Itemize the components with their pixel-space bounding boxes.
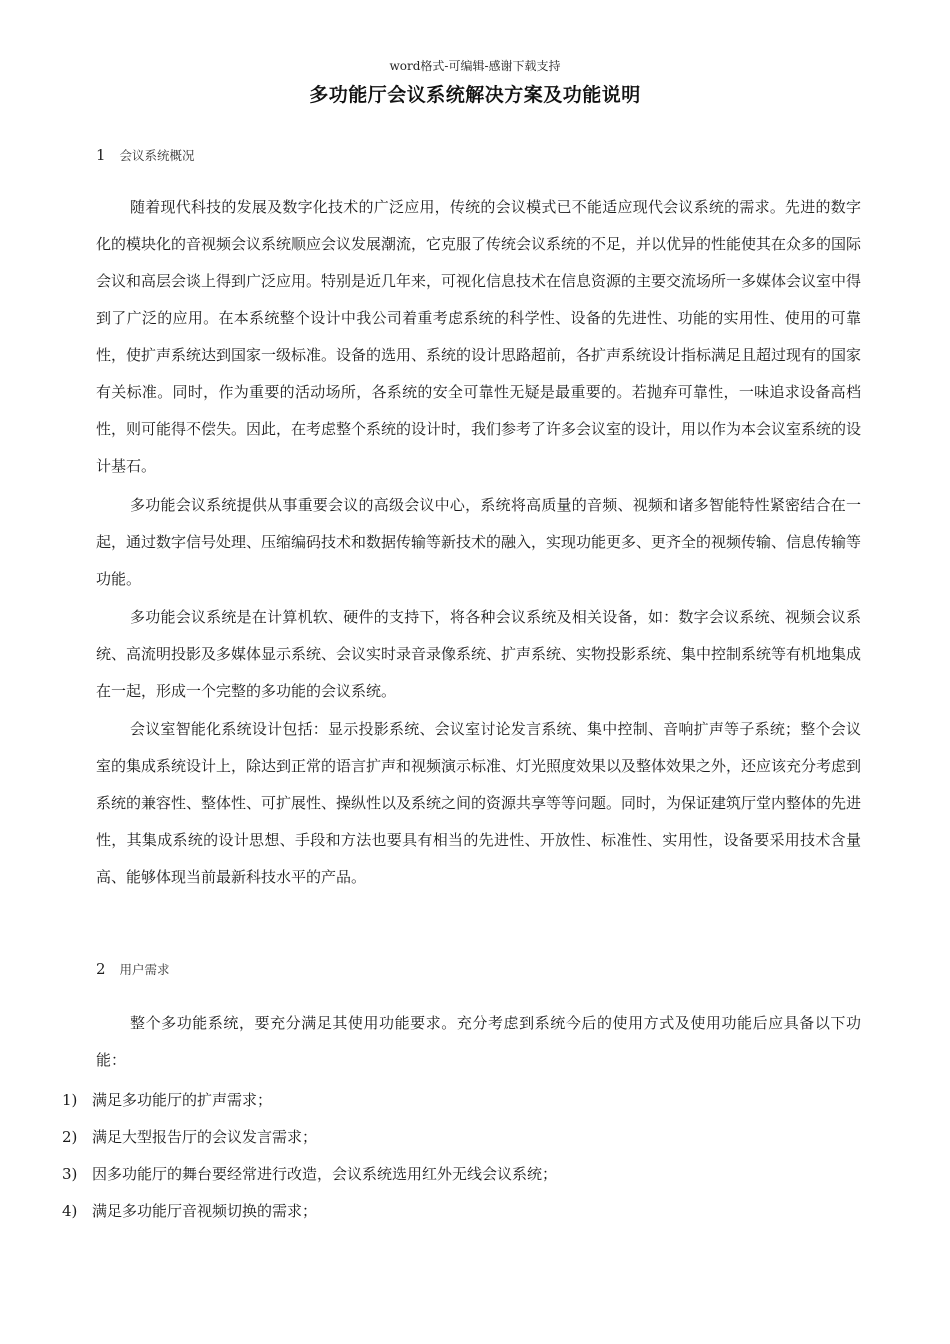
paragraph: 多功能会议系统是在计算机软、硬件的支持下，将各种会议系统及相关设备，如：数字会议系统、视频会议系统、高流明投影及多媒体显示系统、会议实时录音录像系统、扩声系统、实物投影系统、集中控制系统等有机地集成在一起，形成一个完整的多功能的会议系统。 xyxy=(96,608,862,700)
paragraph: 随着现代科技的发展及数字化技术的广泛应用，传统的会议模式已不能适应现代会议系统的需求。先进的数字化的模块化的音视频会议系统顺应会议发展潮流，它克服了传统会议系统的不足，并以优异的性能使其在众多的国际会议和高层会谈上得到广泛应用。特别是近几年来，可视化信息技术在信息资源的主要交流场所一多媒体会议室中得到了广泛的应用。在本系统整个设计中我公司着重考虑系统的科学性、设备的先进性、功能的实用性、使用的可靠性，使扩声系统达到国家一级标准。设备的选用、系统的设计思路超前，各扩声系统设计指标满足且超过现有的国家有关标准。同时，作为重要的活动场所，各系统的安全可靠性无疑是最重要的。若抛弃可靠性，一味追求设备高档性，则可能得不偿失。因此，在考虑整个系统的设计时，我们参考了许多会议室的设计，用以作为本会议室系统的设计基石。 xyxy=(96,198,862,475)
section-number: 1 xyxy=(96,146,106,164)
list-item xyxy=(62,1193,557,1230)
document-title: 多功能厅会议系统解决方案及功能说明 xyxy=(309,84,641,106)
paragraph: 会议室智能化系统设计包括：显示投影系统、会议室讨论发言系统、集中控制、音响扩声等子系统；整个会议室的集成系统设计上，除达到正常的语言扩声和视频演示标准、灯光照度效果以及整体效果之外，还应该充分考虑到系统的兼容性、整体性、可扩展性、操纵性以及系统之间的资源共享等等问题。同时，为保证建筑厅堂内整体的先进性，其集成系统的设计思想、手段和方法也要具有相当的先进性、开放性、标准性、实用性，设备要采用技术含量高、能够体现当前最新科技水平的产品。 xyxy=(96,720,862,886)
header-note: word格式-可编辑-感谢下载支持 xyxy=(389,59,561,73)
list-item-text: 因多功能厅的舞台要经常进行改造，会议系统选用红外无线会议系统； xyxy=(92,1165,558,1183)
paragraph: 多功能会议系统提供从事重要会议的高级会议中心，系统将高质量的音频、视频和诸多智能特性紧密结合在一起，通过数字信号处理、压缩编码技术和数据传输等新技术的融入，实现功能更多、更齐全的视频传输、信息传输等功能。 xyxy=(96,496,862,588)
list-marker: 2) xyxy=(62,1128,78,1146)
requirements-list xyxy=(62,1082,557,1230)
list-marker: 3) xyxy=(62,1165,78,1183)
list-item-text: 满足多功能厅音视频切换的需求； xyxy=(92,1202,318,1220)
section-title: 用户需求 xyxy=(119,962,170,977)
list-marker: 1) xyxy=(62,1091,78,1109)
list-item-text: 满足大型报告厅的会议发言需求； xyxy=(92,1128,318,1146)
section-title: 会议系统概况 xyxy=(119,148,195,163)
list-item xyxy=(62,1082,557,1119)
section-heading-1 xyxy=(96,146,195,164)
list-item xyxy=(62,1119,557,1156)
list-marker: 4) xyxy=(62,1202,78,1220)
section-number: 2 xyxy=(96,960,106,978)
paragraph: 整个多功能系统，要充分满足其使用功能要求。充分考虑到系统今后的使用方式及使用功能后应具备以下功能： xyxy=(96,1014,861,1069)
list-item xyxy=(62,1156,557,1193)
section-heading-2 xyxy=(96,960,170,978)
list-item-text: 满足多功能厅的扩声需求； xyxy=(92,1091,273,1109)
